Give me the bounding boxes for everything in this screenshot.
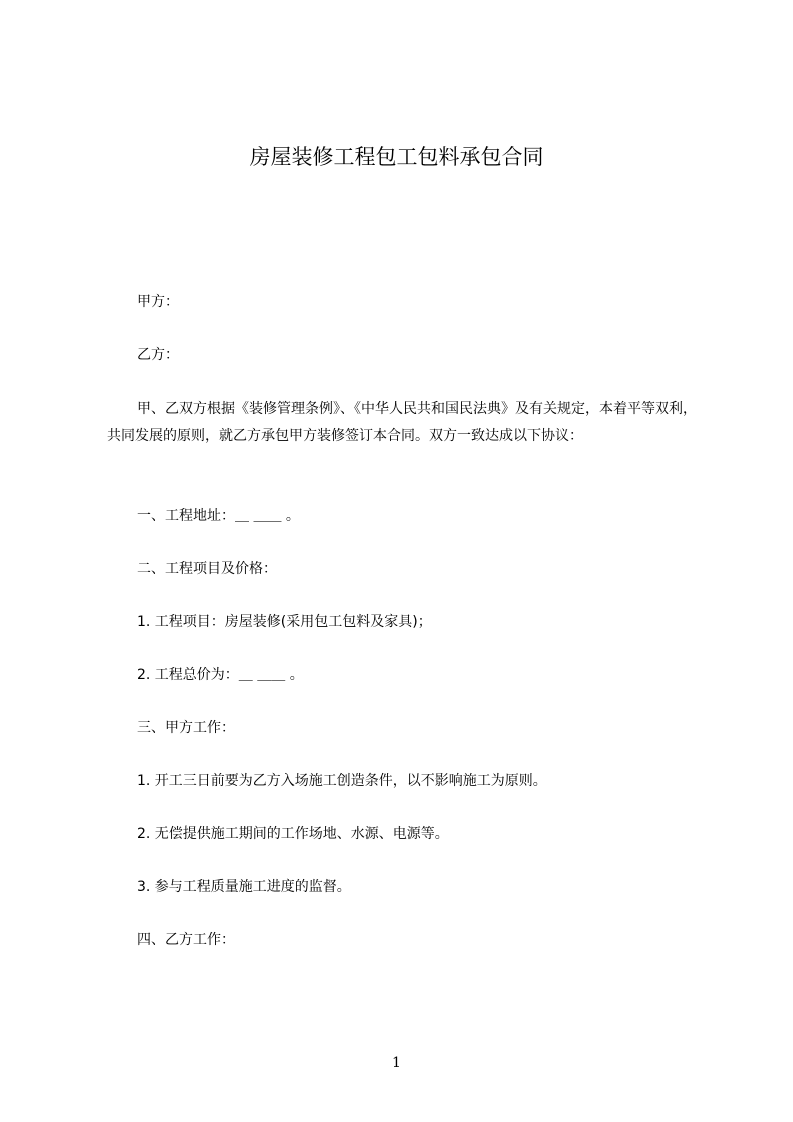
intro-paragraph: 甲、乙双方根据《装修管理条例》、《中华人民共和国民法典》及有关规定，本着平等双利，共同发展的原则，就乙方承包甲方装修签订本合同。双方一致达成以下协议： <box>107 401 697 444</box>
section-line: 2. 无偿提供施工期间的工作场地、水源、电源等。 <box>137 826 449 842</box>
section-line: 四、乙方工作： <box>137 932 235 948</box>
section-line: 3. 参与工程质量施工进度的监督。 <box>137 879 351 895</box>
section-line: 二、工程项目及价格： <box>137 561 277 577</box>
section-line: 三、甲方工作： <box>137 720 235 736</box>
party-a-label: 甲方： <box>137 294 179 310</box>
section-line: 1. 工程项目：房屋装修(采用包工包料及家具)； <box>137 614 432 630</box>
party-b-label: 乙方： <box>137 347 179 363</box>
section-line: 一、工程地址：＿ ＿＿ 。 <box>137 508 300 524</box>
section-line: 2. 工程总价为：＿ ＿＿ 。 <box>137 667 304 683</box>
page-number: 1 <box>392 1055 401 1071</box>
document-title: 房屋装修工程包工包料承包合同 <box>249 145 544 169</box>
section-line: 1. 开工三日前要为乙方入场施工创造条件，以不影响施工为原则。 <box>137 773 547 789</box>
